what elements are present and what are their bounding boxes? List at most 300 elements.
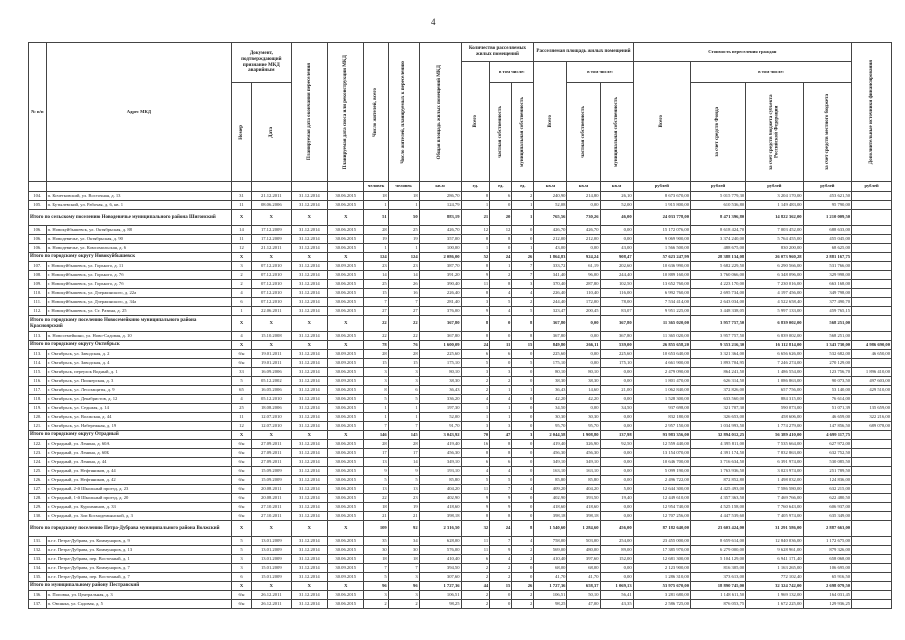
table-cell: 113. — [29, 332, 47, 341]
table-cell: 134. — [29, 564, 47, 573]
table-cell: 1 915 800,00 — [633, 201, 690, 210]
table-cell: 0 — [512, 440, 534, 449]
table-cell — [852, 395, 892, 404]
table-cell: 0,00 — [567, 404, 600, 413]
table-cell: 30.06.2015 — [328, 271, 364, 280]
table-cell: X — [291, 316, 327, 332]
table-cell — [852, 476, 892, 485]
table-cell: 15 — [364, 289, 388, 298]
unit-rub: рублей — [633, 182, 690, 192]
header-cost-fund: за счет средств Фонда — [715, 107, 721, 157]
header-cost-total: Всего — [659, 115, 665, 128]
table-cell: 4 — [461, 467, 490, 476]
unit-rub: рублей — [691, 182, 746, 192]
unit-people: человек — [388, 182, 419, 192]
table-cell: 1 — [461, 244, 490, 253]
table-cell: 349 798,00 — [803, 289, 852, 298]
table-cell: X — [251, 521, 291, 537]
table-cell: 12 707 256,00 — [633, 512, 690, 521]
table-cell: 5 — [232, 537, 252, 546]
table-cell: 1 727,36 — [534, 582, 567, 591]
table-cell: 3 — [388, 591, 419, 600]
table-cell: 5 — [512, 359, 534, 368]
table-cell: 19.01.2011 — [251, 350, 291, 359]
table-cell: 30.06.2015 — [328, 298, 364, 307]
address-cell: г. Отрадный, ул. Нефтяников, д. 44 — [46, 467, 231, 476]
table-cell: 95,70 — [567, 422, 600, 431]
table-cell: 349,10 — [534, 458, 567, 467]
table-cell: 11 — [461, 485, 490, 494]
table-cell: 30.06.2015 — [328, 332, 364, 341]
table-row — [29, 458, 892, 467]
table-cell: 410,40 — [419, 555, 461, 564]
table-cell: 266,11 — [567, 341, 600, 350]
table-cell: 7 — [512, 262, 534, 271]
table-cell: 117. — [29, 386, 47, 395]
table-cell: 2 — [461, 377, 490, 386]
table-cell: 1 — [364, 244, 388, 253]
table-cell: 42,20 — [534, 395, 567, 404]
table-cell: 2 — [232, 280, 252, 289]
table-cell: 5,00 — [600, 485, 633, 494]
table-cell: 12.07.2010 — [251, 422, 291, 431]
table-cell: 31.12.2014 — [291, 440, 327, 449]
table-cell: 118. — [29, 395, 47, 404]
table-cell: 20.08.2011 — [251, 485, 291, 494]
table-cell: 18 — [364, 555, 388, 564]
table-cell: 4 447 539,60 — [691, 512, 746, 521]
table-cell: 28 — [388, 440, 419, 449]
table-cell: 658,37 — [567, 582, 600, 591]
table-cell: 52,00 — [600, 201, 633, 210]
table-cell: 6 656 626,00 — [746, 350, 803, 359]
table-cell: 106. — [29, 244, 47, 253]
table-cell: 225,60 — [419, 350, 461, 359]
table-cell: б/н — [232, 449, 252, 458]
table-cell: 124. — [29, 458, 47, 467]
table-cell: 6 — [490, 458, 512, 467]
table-cell: 225,60 — [600, 350, 633, 359]
table-cell: X — [232, 582, 252, 591]
table-cell: 15 172 076,00 — [633, 226, 690, 235]
table-cell: 456,00 — [600, 521, 633, 537]
table-cell: 200,45 — [567, 307, 600, 316]
table-cell: 31.12.2014 — [291, 395, 327, 404]
table-cell: 07.12.2010 — [251, 289, 291, 298]
table-cell: 391,20 — [419, 271, 461, 280]
table-cell: 7 832 863,00 — [746, 449, 803, 458]
table-cell: 1 149 483,00 — [746, 201, 803, 210]
table-cell: 5 104 129,00 — [691, 555, 746, 564]
table-cell: 1 — [388, 404, 419, 413]
table-cell: 2 — [512, 555, 534, 564]
table-cell: 367,80 — [534, 332, 567, 341]
table-cell: 7 — [388, 564, 419, 573]
table-cell: 872 852,80 — [691, 476, 746, 485]
table-cell: 31.12.2014 — [291, 564, 327, 573]
table-cell: X — [291, 253, 327, 262]
table-cell: 2 887 663,00 — [803, 521, 852, 537]
resettlement-table — [28, 42, 892, 609]
table-cell: 11 — [490, 341, 512, 350]
header-cost-subject: за счет средств бюджета субъекта Российской Федерации — [768, 94, 780, 170]
table-cell: 426,70 — [567, 226, 600, 235]
table-cell: 1 672 225,00 — [746, 600, 803, 609]
table-cell: 7 — [490, 537, 512, 546]
table-cell: 31.12.2014 — [291, 332, 327, 341]
table-cell: 9 — [461, 494, 490, 503]
table-cell: 0,00 — [567, 201, 600, 210]
table-cell: 2 — [364, 600, 388, 609]
table-cell: 1 — [461, 413, 490, 422]
table-row — [29, 413, 892, 422]
table-cell: 18 — [364, 192, 388, 201]
table-cell: 1 — [461, 201, 490, 210]
table-cell: 4 425 493,00 — [691, 485, 746, 494]
table-cell: 0 — [490, 244, 512, 253]
table-cell: 38,30 — [419, 377, 461, 386]
table-cell: 108. — [29, 271, 47, 280]
table-cell: 7 405 974,00 — [746, 512, 803, 521]
table-cell: 663 168,00 — [803, 280, 852, 289]
header-area-municipal: муниципальная собственность — [613, 96, 619, 168]
table-cell: 480,00 — [567, 546, 600, 555]
table-cell: 657 756,00 — [746, 386, 803, 395]
table-cell: 4 — [490, 395, 512, 404]
table-cell — [852, 192, 892, 201]
table-cell: 30.06.2015 — [328, 395, 364, 404]
table-cell: 2 — [461, 600, 490, 609]
table-cell: 5 682 229,50 — [691, 262, 746, 271]
table-cell: 18 890 745,00 — [691, 582, 746, 591]
table-cell: 7 — [364, 564, 388, 573]
table-cell — [852, 503, 892, 512]
table-row — [29, 395, 892, 404]
table-cell: 110,40 — [567, 289, 600, 298]
table-cell: 426,70 — [534, 226, 567, 235]
table-cell: 31.12.2014 — [291, 307, 327, 316]
table-cell: 3 — [388, 377, 419, 386]
table-cell: 349,10 — [419, 458, 461, 467]
table-cell: 879 326,00 — [803, 546, 852, 555]
table-cell: 610 536,80 — [691, 201, 746, 210]
table-cell: 31.12.2014 — [291, 476, 327, 485]
table-cell: 31.12.2014 — [291, 271, 327, 280]
table-cell: 135 659,00 — [852, 404, 892, 413]
table-cell: 31.12.2014 — [291, 485, 327, 494]
table-cell: 765,56 — [534, 210, 567, 226]
table-cell: 16.05.2006 — [251, 386, 291, 395]
table-cell: 864 241,50 — [691, 368, 746, 377]
table-cell: 102,50 — [600, 280, 633, 289]
table-cell: 164 031,45 — [803, 591, 852, 600]
table-cell: 28 388 134,08 — [691, 253, 746, 262]
table-cell: 31.12.2014 — [291, 458, 327, 467]
table-cell: 78 — [364, 341, 388, 350]
table-cell: 30.06.2015 — [328, 307, 364, 316]
table-cell: 106,51 — [419, 591, 461, 600]
table-row — [29, 600, 892, 609]
table-cell: 41,70 — [567, 573, 600, 582]
table-row — [29, 485, 892, 494]
table-cell: 5 — [490, 476, 512, 485]
table-cell: б/н — [232, 359, 252, 368]
header-doc-num: Номер — [238, 124, 244, 140]
table-cell: 1 172 675,00 — [803, 537, 852, 546]
table-cell: 0 — [512, 350, 534, 359]
table-cell: 27.10.2011 — [251, 512, 291, 521]
address-cell: г. Октябрьск, ул. Седьмая, д. 14 — [46, 404, 231, 413]
table-cell: 429 510,00 — [852, 386, 892, 395]
table-cell: 07.12.2010 — [251, 280, 291, 289]
table-cell: 1 286 310,00 — [633, 573, 690, 582]
table-cell: 31.12.2014 — [291, 226, 327, 235]
table-cell — [852, 271, 892, 280]
table-cell: 3 — [232, 555, 252, 564]
address-cell: п. Бутылевский, ул. Рабочая, д. 6, кв. 1 — [46, 201, 231, 210]
table-cell — [852, 600, 892, 609]
table-cell: 459 765,15 — [803, 307, 852, 316]
table-cell: 20.08.2011 — [251, 494, 291, 503]
table-cell: 0,00 — [600, 573, 633, 582]
table-cell: 849,80 — [534, 341, 567, 350]
table-cell: 1 — [512, 244, 534, 253]
unit-people: человек — [364, 182, 388, 192]
table-cell: 3 023 974,00 — [746, 467, 803, 476]
table-cell: 0 — [490, 316, 512, 332]
table-row — [29, 573, 892, 582]
table-cell: 7 535 664,00 — [746, 440, 803, 449]
table-cell: 34 — [388, 537, 419, 546]
table-cell: 7 230 016,00 — [746, 280, 803, 289]
table-cell: 8 — [512, 521, 534, 537]
table-cell: 244,40 — [600, 271, 633, 280]
table-cell: 14 822 362,00 — [746, 210, 803, 226]
table-cell: 122. — [29, 440, 47, 449]
table-cell: 418,60 — [534, 503, 567, 512]
table-cell: 9 951 225,00 — [633, 307, 690, 316]
table-cell: 0,00 — [600, 449, 633, 458]
table-cell: 15 — [490, 582, 512, 591]
table-row — [29, 476, 892, 485]
table-cell: 4 391 174,50 — [691, 449, 746, 458]
table-cell: 30.06.2015 — [328, 546, 364, 555]
table-cell: 106. — [29, 235, 47, 244]
table-cell: 130. — [29, 512, 47, 521]
table-cell — [852, 440, 892, 449]
table-cell: 30.09.2015 — [328, 262, 364, 271]
table-cell: 8 — [490, 280, 512, 289]
table-cell: 4 — [232, 289, 252, 298]
table-cell: 0,00 — [567, 316, 600, 332]
table-row — [29, 235, 892, 244]
table-cell: 4 525 158,00 — [691, 503, 746, 512]
table-cell — [852, 235, 892, 244]
table-cell: 0 — [512, 476, 534, 485]
table-cell: 6 839 002,00 — [746, 332, 803, 341]
table-cell: 404,20 — [567, 485, 600, 494]
table-cell: 136. — [29, 591, 47, 600]
table-cell: 113. — [29, 350, 47, 359]
table-cell: 0,00 — [600, 512, 633, 521]
table-cell: 633 560,00 — [691, 395, 746, 404]
table-cell: X — [328, 253, 364, 262]
table-cell: 5 — [461, 359, 490, 368]
table-cell: 0,00 — [600, 422, 633, 431]
table-cell: 367,80 — [534, 316, 567, 332]
table-cell: 152,00 — [600, 555, 633, 564]
table-row — [29, 298, 892, 307]
table-cell: X — [232, 253, 252, 262]
table-cell — [852, 226, 892, 235]
table-cell: 2 479 090,00 — [633, 368, 690, 377]
table-cell: 05.12.2002 — [251, 377, 291, 386]
table-cell: 38,30 — [567, 377, 600, 386]
table-cell: 9 628 961,00 — [746, 546, 803, 555]
table-cell: 147 856,50 — [803, 422, 852, 431]
table-cell: 2 316,50 — [419, 521, 461, 537]
table-cell: X — [328, 316, 364, 332]
address-cell: г. Октябрьск, ул. Заводская, д. 4 — [46, 359, 231, 368]
table-cell: 52,08 — [534, 201, 567, 210]
table-cell: 2 698 079,50 — [803, 582, 852, 591]
table-cell: 214,80 — [567, 192, 600, 201]
table-cell: 23 603 424,00 — [691, 521, 746, 537]
table-cell: 456,30 — [419, 449, 461, 458]
table-cell: 123. — [29, 449, 47, 458]
table-cell: 6 — [232, 573, 252, 582]
table-cell: 569,00 — [534, 546, 567, 555]
table-cell: 65 916,50 — [803, 573, 852, 582]
subtotal-label: Итого по городскому округу Октябрьск — [29, 341, 232, 350]
table-cell: 2 — [490, 271, 512, 280]
table-cell: 31.12.2014 — [291, 280, 327, 289]
table-cell: 372 826,00 — [691, 386, 746, 395]
table-cell: 3 — [512, 280, 534, 289]
table-cell: 51 071,39 — [803, 404, 852, 413]
table-cell: 758,00 — [534, 537, 567, 546]
table-cell: 31.12.2014 — [291, 201, 327, 210]
table-cell: 91,70 — [419, 422, 461, 431]
table-cell: 07.12.2010 — [251, 262, 291, 271]
table-cell: 28 — [388, 350, 419, 359]
table-cell: 4 522 658,40 — [746, 298, 803, 307]
table-cell: 78,00 — [600, 298, 633, 307]
table-cell: 90 073,50 — [803, 377, 852, 386]
table-cell: 132. — [29, 546, 47, 555]
table-cell: 12 644 300,00 — [633, 485, 690, 494]
table-cell: 4 986 690,00 — [852, 341, 892, 350]
table-cell: 937 698,00 — [633, 404, 690, 413]
table-cell: 326 653,00 — [691, 413, 746, 422]
table-cell: 832 180,00 — [633, 413, 690, 422]
table-cell: 30.06.2015 — [328, 422, 364, 431]
table-cell — [852, 494, 892, 503]
table-cell: 8 659 614,00 — [691, 537, 746, 546]
table-cell: 6 290 566,00 — [746, 262, 803, 271]
table-cell: X — [291, 521, 327, 537]
table-cell: 30.06.2015 — [328, 476, 364, 485]
address-cell: г. Отрадный, ул. Зои Космодемьянской, д. 3 — [46, 512, 231, 521]
table-cell: 323,47 — [534, 307, 567, 316]
table-cell: 115. — [29, 368, 47, 377]
address-cell: п. Новокуйбышевск, ул. Октябрьская, д. 88 — [46, 226, 231, 235]
table-cell: 24 — [490, 253, 512, 262]
table-cell: 6 279 000,00 — [691, 546, 746, 555]
table-cell: 33 — [232, 368, 252, 377]
table-cell: 7 003 452,00 — [746, 226, 803, 235]
table-cell: 110. — [29, 289, 47, 298]
units-row — [29, 182, 892, 192]
table-cell: 1 — [512, 201, 534, 210]
table-cell: 32 324 742,00 — [746, 582, 803, 591]
table-cell: 4 699 117,75 — [803, 431, 852, 440]
address-cell: г. Новокуйбышевск, ул. Дзержинского, д. 34а — [46, 298, 231, 307]
table-cell: 26 — [388, 280, 419, 289]
table-cell: 175,10 — [534, 359, 567, 368]
address-cell: г. Октябрьск, ул. Волжская, д. 44 — [46, 413, 231, 422]
table-row — [29, 386, 892, 395]
table-cell: 1 — [388, 244, 419, 253]
table-cell: 2 496 722,00 — [633, 476, 690, 485]
table-cell: 51 — [364, 210, 388, 226]
table-cell: 4 — [490, 555, 512, 564]
table-cell — [852, 210, 892, 226]
table-cell: 398,18 — [567, 512, 600, 521]
table-cell: 22 — [364, 494, 388, 503]
table-cell: 3 — [461, 368, 490, 377]
table-cell: 0,00 — [567, 332, 600, 341]
table-cell: 7 534 414,00 — [633, 298, 690, 307]
table-cell: 175,10 — [419, 359, 461, 368]
unit-units: ед. — [461, 182, 490, 192]
header-cost-incl: в том числе: — [691, 62, 852, 83]
table-cell: 30.09.2015 — [328, 564, 364, 573]
table-cell: 11 — [461, 546, 490, 555]
table-cell: 12 954 740,00 — [633, 503, 690, 512]
table-cell: 9 — [461, 271, 490, 280]
table-cell: 26 — [512, 582, 534, 591]
table-cell: 8 — [461, 449, 490, 458]
table-cell: 1 — [490, 413, 512, 422]
table-cell: 0 — [512, 226, 534, 235]
table-cell: 17.12.2009 — [251, 226, 291, 235]
table-cell: 96,00 — [567, 271, 600, 280]
table-cell: 12 — [232, 244, 252, 253]
table-cell: 50,10 — [567, 591, 600, 600]
table-cell: 11 365 020,00 — [633, 316, 690, 332]
table-cell — [852, 289, 892, 298]
table-cell: 65 — [232, 386, 252, 395]
table-cell: X — [251, 431, 291, 440]
table-cell — [852, 512, 892, 521]
table-cell: 31.12.2014 — [291, 591, 327, 600]
address-cell: г. Новокуйбышевск, ул. Горького, д. 11 — [46, 262, 231, 271]
table-cell: 13.01.2009 — [251, 537, 291, 546]
table-cell: 07.12.2010 — [251, 271, 291, 280]
table-cell: 14 — [232, 226, 252, 235]
table-cell: 8 — [461, 235, 490, 244]
table-cell: 1 864,83 — [534, 253, 567, 262]
header-area-incl: в том числе: — [567, 62, 633, 83]
table-cell: 244,40 — [534, 298, 567, 307]
subtotal-label: Итого по городскому округу Новокуйбышевск — [29, 253, 232, 262]
table-cell: X — [328, 431, 364, 440]
table-cell: 5 — [232, 377, 252, 386]
table-cell: 19 — [364, 235, 388, 244]
table-cell: 321 707,30 — [691, 404, 746, 413]
table-row — [29, 377, 892, 386]
